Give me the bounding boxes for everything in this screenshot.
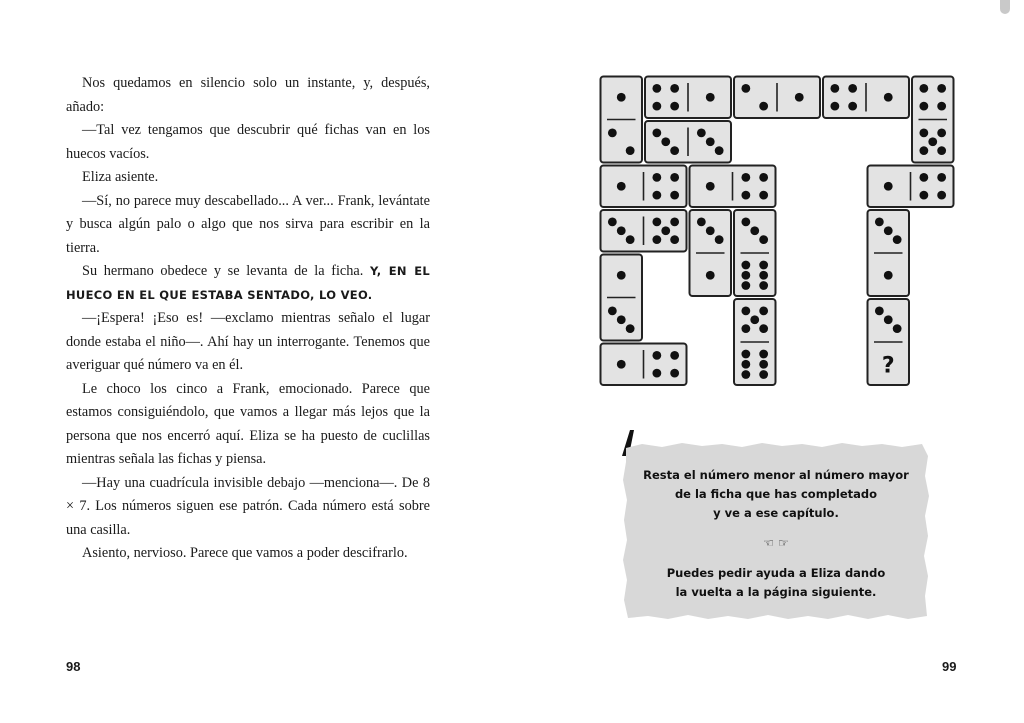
domino-pip (741, 84, 750, 93)
domino-puzzle (590, 68, 960, 398)
domino-pip (706, 137, 715, 146)
domino-pip (608, 128, 617, 137)
domino-pip (830, 102, 839, 111)
domino-pip (670, 84, 679, 93)
domino-pip (670, 146, 679, 155)
paragraph: Nos quedamos en silencio solo un instante, y, después, añado: (66, 75, 430, 115)
left-page-text (66, 72, 430, 566)
domino-pip (884, 182, 893, 191)
domino-pip (937, 128, 946, 137)
domino-tile (601, 344, 687, 386)
domino-pip (741, 271, 750, 280)
domino-pip (875, 306, 884, 315)
domino-pip (741, 191, 750, 200)
domino-tile (868, 210, 910, 296)
domino-tile (690, 210, 732, 296)
domino-pip (652, 217, 661, 226)
domino-pip (759, 235, 768, 244)
domino-pip (919, 146, 928, 155)
hint-line: Resta el número menor al número mayor (643, 468, 909, 482)
domino-pip (759, 360, 768, 369)
hint-line: de la ficha que has completado (674, 487, 878, 501)
domino-pip (759, 261, 768, 270)
domino-pip (670, 217, 679, 226)
domino-pip (759, 324, 768, 333)
domino-pip (741, 261, 750, 270)
domino-pip (741, 217, 750, 226)
domino-pip (652, 191, 661, 200)
domino-tile (734, 77, 820, 119)
domino-pip (661, 226, 670, 235)
page-number-right: 99 (942, 659, 957, 674)
domino-tile (868, 299, 910, 385)
domino-pip (741, 173, 750, 182)
domino-pip (652, 235, 661, 244)
paragraph: Eliza asiente. (82, 169, 159, 185)
domino-tile (601, 210, 687, 252)
domino-pip (919, 191, 928, 200)
domino-pip (652, 173, 661, 182)
domino-tile (912, 77, 954, 163)
domino-pip (759, 306, 768, 315)
domino-pip (652, 369, 661, 378)
paragraph: Le choco los cinco a Frank, emocionado. Parece que estamos consiguiéndolo, que vamos a llegar más lejos que la persona que nos encerró aquí. Eliza se ha puesto de cuclillas mientras señala las fichas y piensa. (66, 380, 430, 467)
hint-box (622, 442, 930, 620)
domino-pip (759, 102, 768, 111)
domino-pip (741, 360, 750, 369)
domino-pip (937, 102, 946, 111)
domino-pip (608, 217, 617, 226)
domino-pip (937, 146, 946, 155)
paragraph: —Tal vez tengamos que descubrir qué fichas van en los huecos vacíos. (66, 122, 430, 162)
domino-pip (652, 84, 661, 93)
domino-pip (919, 102, 928, 111)
page-number-left: 98 (66, 659, 81, 674)
domino-pip (750, 315, 759, 324)
hint-line: y ve a ese capítulo. (713, 506, 839, 520)
domino-pip (617, 271, 626, 280)
domino-pip (706, 182, 715, 191)
domino-pip (759, 271, 768, 280)
domino-pip (617, 315, 626, 324)
domino-pip (706, 271, 715, 280)
domino-pip (706, 226, 715, 235)
domino-tile (868, 166, 954, 208)
domino-pip (759, 173, 768, 182)
domino-pip (759, 370, 768, 379)
paragraph-text: Su hermano obedece y se levanta de la ficha. (82, 263, 364, 279)
domino-pip (759, 350, 768, 359)
domino-pip (884, 93, 893, 102)
domino-pip (715, 146, 724, 155)
domino-pip (795, 93, 804, 102)
paragraph: —Hay una cuadrícula invisible debajo —menciona—. De 8 × 7. Los números siguen ese patrón. Cada número está sobre una casilla. (66, 474, 430, 538)
domino-pip (750, 226, 759, 235)
domino-pip (759, 191, 768, 200)
domino-tile (601, 77, 643, 163)
domino-pip (893, 235, 902, 244)
domino-pip (670, 191, 679, 200)
domino-pip (830, 84, 839, 93)
domino-pip (670, 173, 679, 182)
domino-pip (626, 235, 635, 244)
domino-pip (848, 84, 857, 93)
page-edge-mark (1000, 0, 1010, 14)
paragraph: —Sí, no parece muy descabellado... A ver... Frank, levántate y busca algún palo o algo que nos sirva para escribir en la tierra. (66, 192, 430, 256)
hint-line: Puedes pedir ayuda a Eliza dando (666, 566, 886, 580)
domino-pip (741, 306, 750, 315)
question-mark: ? (881, 353, 895, 379)
domino-tile (601, 255, 643, 341)
domino-tile (645, 121, 731, 163)
domino-pip (608, 306, 617, 315)
domino-pip (617, 93, 626, 102)
domino-pip (884, 271, 893, 280)
domino-tile (601, 166, 687, 208)
paragraph: —¡Espera! ¡Eso es! —exclamo mientras señalo el lugar donde estaba el niño—. Ahí hay un interrogante. Tenemos que averiguar qué número va en él. (66, 310, 430, 373)
handwritten-text: Y, EN EL HUECO EN EL QUE ESTABA SENTADO, LO VEO. (66, 264, 430, 302)
domino-pip (652, 128, 661, 137)
domino-pip (928, 137, 937, 146)
domino-pip (884, 315, 893, 324)
domino-pip (670, 369, 679, 378)
domino-tile (690, 166, 776, 208)
domino-tile (734, 299, 776, 385)
paragraph (66, 260, 430, 307)
domino-pip (937, 173, 946, 182)
domino-pip (626, 324, 635, 333)
domino-pip (741, 281, 750, 290)
domino-tile (645, 77, 731, 119)
domino-pip (652, 102, 661, 111)
domino-pip (652, 351, 661, 360)
pointing-hands-icon: ☜ ☞ (763, 536, 789, 550)
domino-pip (741, 370, 750, 379)
domino-pip (875, 217, 884, 226)
domino-tile (734, 210, 776, 296)
domino-pip (741, 324, 750, 333)
domino-pip (670, 102, 679, 111)
domino-pip (919, 173, 928, 182)
paragraph: Asiento, nervioso. Parece que vamos a poder descifrarlo. (82, 545, 408, 561)
domino-pip (706, 93, 715, 102)
domino-pip (919, 128, 928, 137)
domino-pip (661, 137, 670, 146)
domino-pip (617, 360, 626, 369)
domino-pip (697, 217, 706, 226)
domino-pip (937, 191, 946, 200)
domino-pip (759, 281, 768, 290)
domino-pip (741, 350, 750, 359)
domino-pip (670, 235, 679, 244)
domino-pip (697, 128, 706, 137)
domino-tile (823, 77, 909, 119)
domino-pip (937, 84, 946, 93)
domino-pip (715, 235, 724, 244)
hint-line: la vuelta a la página siguiente. (675, 585, 877, 599)
domino-pip (848, 102, 857, 111)
domino-pip (919, 84, 928, 93)
domino-pip (617, 182, 626, 191)
domino-pip (884, 226, 893, 235)
domino-pip (893, 324, 902, 333)
domino-pip (617, 226, 626, 235)
domino-pip (626, 146, 635, 155)
domino-pip (670, 351, 679, 360)
